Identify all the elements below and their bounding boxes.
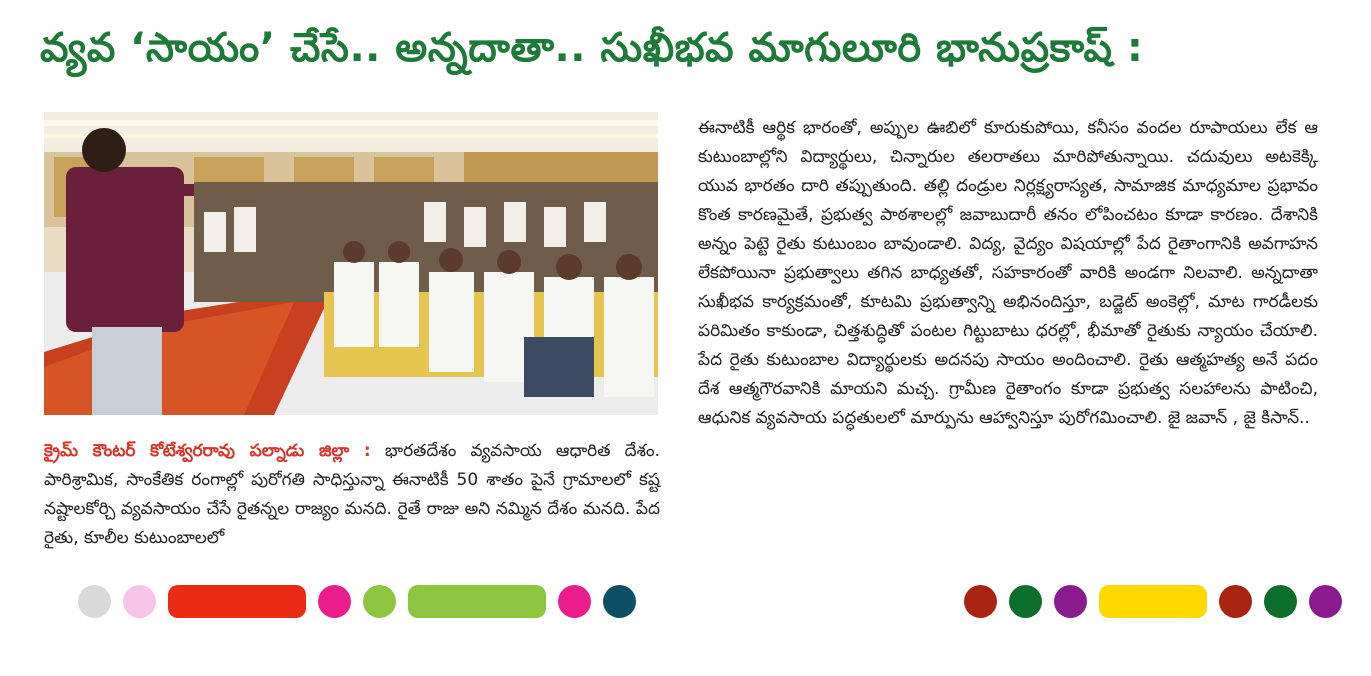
- color-dot: [363, 585, 396, 618]
- article-right-column: ఈనాటికీ ఆర్థిక భారంతో, అప్పుల ఊబిలో కూరుకుపోయి, కనీసం వందల రూపాయలు లేక ఆ కుటుంబాల్లోని విద్యార్థులు, చిన్నారుల తలరాతలు మారిపోతున్నాయి. చదువులు అటకెక్కి యువ భారతం దారి తప్పుతుంది. తల్లి దండ్రుల నిర్లక్ష్యరాస్యత, సామాజిక మాధ్యమాల ప్రభావం కొంత కారణమైతే, ప్రభుత్వ పాఠశాలల్లో జవాబుదారీ తనం లోపించటం కూడా కారణం. దేశానికి అన్నం పెట్టె రైతు కుటుంబం బావుండాలి. విద్య, వైద్యం విషయాల్లో పేద రైతాంగానికి అవగాహన లేకపోయినా ప్రభుత్వాలు తగిన బాధ్యతతో, సహకారంతో వారికి అండగా నిలవాలి. అన్నదాతా సుఖీభవ కార్యక్రమంతో, కూటమి ప్రభుత్వాన్ని అభినందిస్తూ, బడ్జెట్ అంకెల్లో, మాట గారడీలకు పరిమితం కాకుండా, చిత్తశుద్ధితో పంటల గిట్టుబాటు ధరల్లో, భీమాతో రైతుకు న్యాయం చేయాలి. పేద రైతు కుటుంబాల విద్యార్థులకు అదనపు సాయం అందించాలి. రైతు ఆత్మహత్య అనే పదం దేశ ఆత్మగౌరవానికి మాయని మచ్చ. గ్రామీణ రైతాంగం కూడా ప్రభుత్వ సలహాలను పాటించి, ఆధునిక వ్యవసాయ పద్ధతులలో మార్పును ఆహ్వానిస్తూ పురోగమించాలి. జై జవాన్ , జై కిసాన్..: [698, 118, 1318, 428]
- color-dot: [1054, 585, 1087, 618]
- article-left-body: భారతదేశం వ్యవసాయ ఆధారిత దేశం. పారిశ్రామిక, సాంకేతిక రంగాల్లో పురోగతి సాధిస్తున్నా ఈనాటికీ 50 శాతం పైనే గ్రామాలలో కష్ట నష్టాలకోర్చి వ్యవసాయం చేసే రైతన్నల రాజ్యం మనది. రైతే రాజు అని నమ్మిన దేశం మనది. పేద రైతు, కూలీల కుటుంబాలలో: [44, 441, 660, 548]
- color-dot: [1009, 585, 1042, 618]
- headline: వ్యవ ‘సాయం’ చేసే.. అన్నదాతా.. సుఖీభవ మాగులూరి భానుప్రకాష్ :: [40, 25, 1144, 71]
- color-dot: [964, 585, 997, 618]
- color-dot: [558, 585, 591, 618]
- news-photo: [44, 112, 658, 415]
- color-bar: [408, 585, 546, 618]
- color-dot: [318, 585, 351, 618]
- color-dot: [1309, 585, 1342, 618]
- color-dot: [603, 585, 636, 618]
- color-swatches-left: [78, 584, 636, 618]
- color-dot: [78, 585, 111, 618]
- color-swatches-right: [964, 584, 1342, 618]
- color-bar: [168, 585, 306, 618]
- color-bar: [1099, 585, 1207, 618]
- color-dot: [123, 585, 156, 618]
- color-dot: [1264, 585, 1297, 618]
- dateline: క్రైమ్ కౌంటర్ కోటేశ్వరరావు పల్నాడు జిల్లా :: [44, 441, 371, 461]
- color-dot: [1219, 585, 1252, 618]
- article-left-column: [44, 437, 660, 553]
